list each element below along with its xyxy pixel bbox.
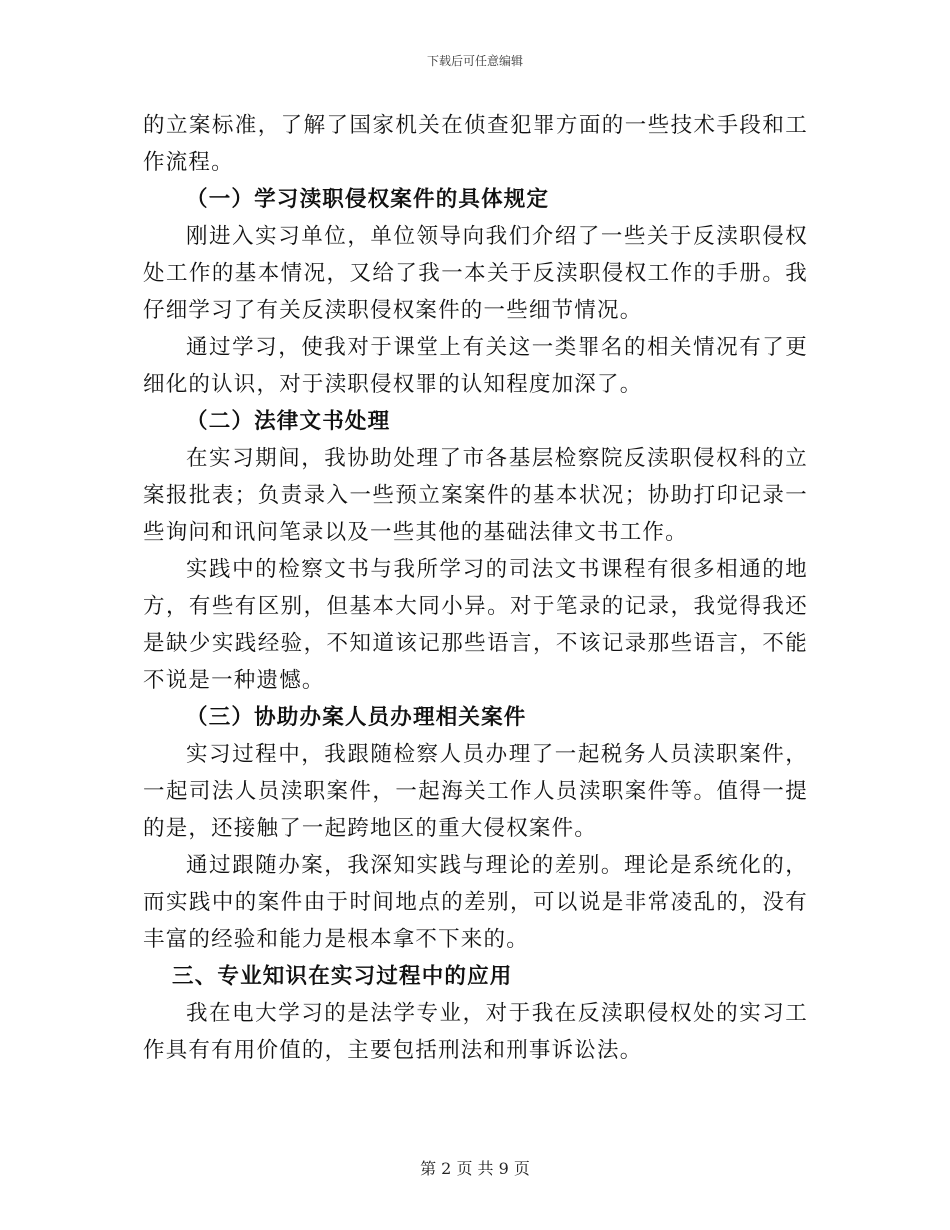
chapter-heading: 三、专业知识在实习过程中的应用	[172, 964, 513, 989]
section-heading-2: （二）法律文书处理	[186, 409, 391, 434]
page-header: 下载后可任意编辑	[426, 54, 523, 68]
paragraph: 在实习期间，我协助处理了市各基层检察院反渎职侵权科的立案报批表；负责录入一些预立案案件的基本状况；协助打印记录一些询问和讯问笔录以及一些其他的基础法律文书工作。	[143, 446, 808, 545]
document-body	[143, 107, 808, 1069]
paragraph: 刚进入实习单位，单位领导向我们介绍了一些关于反渎职侵权处工作的基本情况，又给了我一本关于反渎职侵权工作的手册。我仔细学习了有关反渎职侵权案件的一些细节情况。	[143, 224, 808, 323]
paragraph: 我在电大学习的是法学专业，对于我在反渎职侵权处的实习工作具有有用价值的，主要包括刑法和刑事诉讼法。	[143, 1001, 808, 1063]
paragraph: 通过跟随办案，我深知实践与理论的差别。理论是系统化的，而实践中的案件由于时间地点的差别，可以说是非常凌乱的，没有丰富的经验和能力是根本拿不下来的。	[143, 853, 808, 952]
paragraph: 通过学习，使我对于课堂上有关这一类罪名的相关情况有了更细化的认识，对于渎职侵权罪的认知程度加深了。	[143, 335, 808, 397]
section-heading-3: （三）协助办案人员办理相关案件	[186, 705, 527, 730]
page-number: 第 2 页 共 9 页	[420, 1159, 530, 1178]
paragraph: 实践中的检察文书与我所学习的司法文书课程有很多相通的地方，有些有区别，但基本大同小异。对于笔录的记录，我觉得我还是缺少实践经验，不知道该记那些语言，不该记录那些语言，不能不说是一种遗憾。	[143, 557, 808, 693]
paragraph-continued: 的立案标准，了解了国家机关在侦查犯罪方面的一些技术手段和工作流程。	[143, 113, 808, 175]
section-heading-1: （一）学习渎职侵权案件的具体规定	[186, 187, 550, 212]
paragraph: 实习过程中，我跟随检察人员办理了一起税务人员渎职案件，一起司法人员渎职案件，一起海关工作人员渎职案件等。值得一提的是，还接触了一起跨地区的重大侵权案件。	[143, 742, 808, 841]
